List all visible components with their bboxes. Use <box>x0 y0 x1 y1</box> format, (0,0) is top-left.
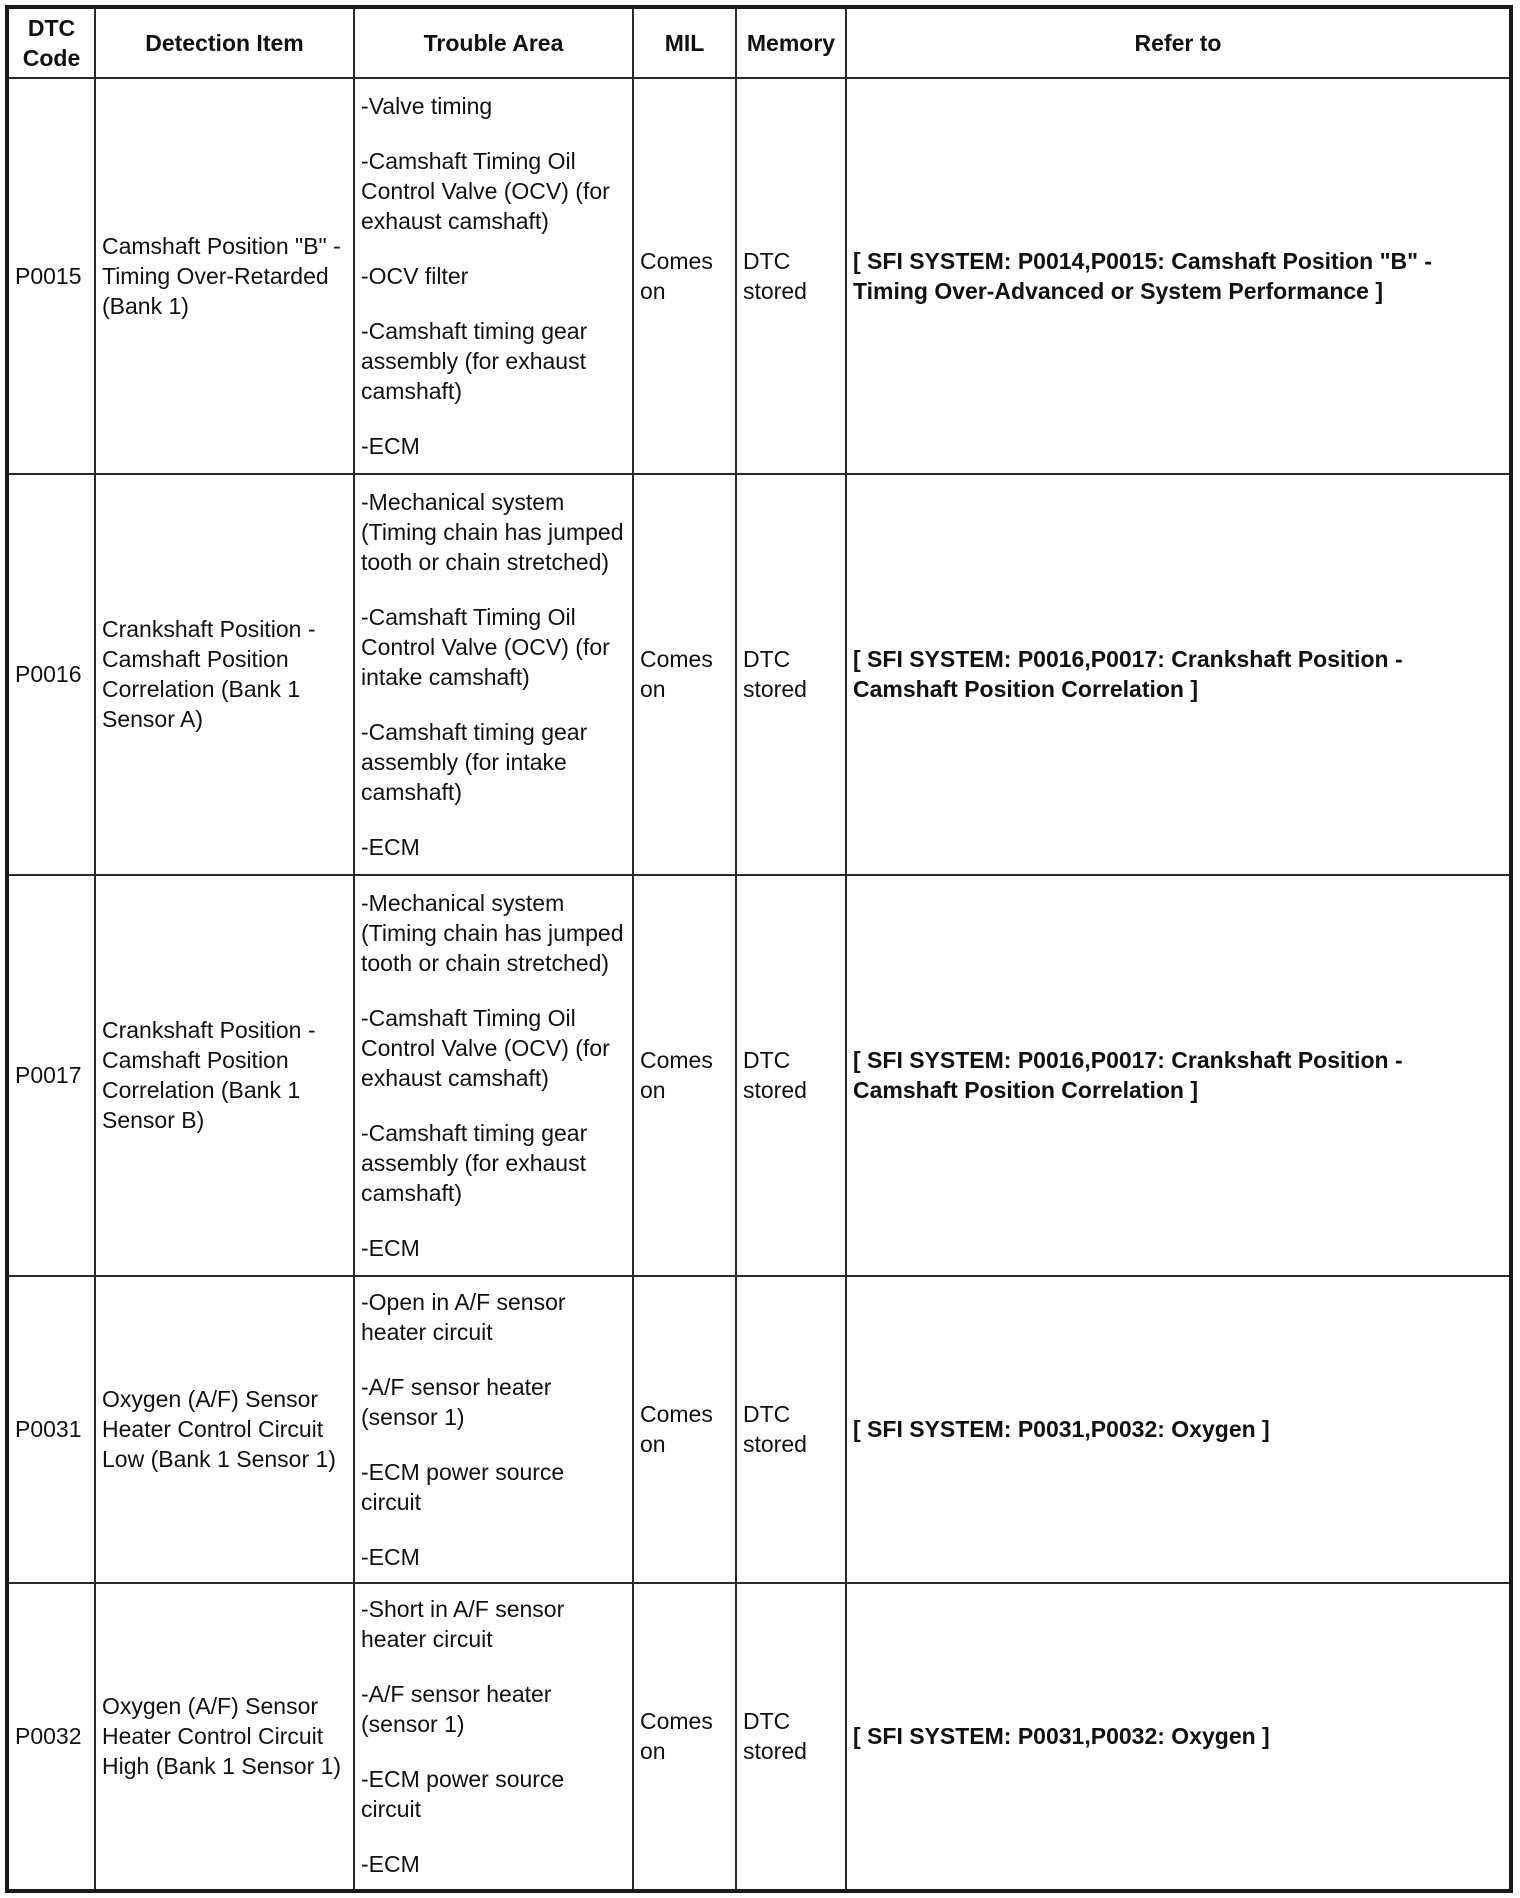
trouble-area-item: -A/F sensor heater (sensor 1) <box>361 1680 552 1737</box>
detection-item-cell: Crankshaft Position - Camshaft Position Correlation (Bank 1 Sensor B) <box>95 875 354 1276</box>
dtc-code-cell: P0016 <box>7 474 95 875</box>
trouble-area-item: -Camshaft Timing Oil Control Valve (OCV) (for exhaust camshaft) <box>361 1004 610 1091</box>
header-mil: MIL <box>633 7 736 78</box>
refer-to-link[interactable]: [ SFI SYSTEM: P0031,P0032: Oxygen ] <box>853 1416 1270 1443</box>
header-refer-to: Refer to <box>846 7 1511 78</box>
trouble-area-item: -Mechanical system (Timing chain has jumped tooth or chain stretched) <box>361 488 624 575</box>
refer-to-cell[interactable] <box>846 1583 1511 1891</box>
refer-to-link[interactable]: [ SFI SYSTEM: P0031,P0032: Oxygen ] <box>853 1723 1270 1750</box>
refer-to-link[interactable]: [ SFI SYSTEM: P0016,P0017: Crankshaft Position - Camshaft Position Correlation ] <box>853 1047 1403 1104</box>
detection-item-cell: Oxygen (A/F) Sensor Heater Control Circuit Low (Bank 1 Sensor 1) <box>95 1276 354 1583</box>
trouble-area-item: -A/F sensor heater (sensor 1) <box>361 1373 552 1430</box>
memory-cell: DTC stored <box>736 1276 846 1583</box>
trouble-area-item: -Camshaft timing gear assembly (for exhaust camshaft) <box>361 317 588 404</box>
trouble-area-list <box>361 1594 626 1879</box>
memory-cell: DTC stored <box>736 78 846 474</box>
dtc-code-cell: P0015 <box>7 78 95 474</box>
trouble-area-item: -Open in A/F sensor heater circuit <box>361 1288 566 1345</box>
trouble-area-cell <box>354 474 633 875</box>
table-row <box>7 474 1511 875</box>
trouble-area-list <box>361 487 626 862</box>
memory-cell: DTC stored <box>736 1583 846 1891</box>
trouble-area-item: -Camshaft timing gear assembly (for exhaust camshaft) <box>361 1119 588 1206</box>
mil-cell: Comes on <box>633 78 736 474</box>
table-row <box>7 1583 1511 1891</box>
table-body <box>7 78 1511 1891</box>
table-row <box>7 875 1511 1276</box>
memory-cell: DTC stored <box>736 474 846 875</box>
refer-to-link[interactable]: [ SFI SYSTEM: P0014,P0015: Camshaft Position "B" - Timing Over-Advanced or System Performance ] <box>853 247 1433 304</box>
mil-cell: Comes on <box>633 474 736 875</box>
trouble-area-item: -OCV filter <box>361 262 469 289</box>
table-header <box>7 7 1511 78</box>
trouble-area-list <box>361 888 626 1263</box>
trouble-area-cell <box>354 78 633 474</box>
refer-to-cell[interactable] <box>846 1276 1511 1583</box>
mil-cell: Comes on <box>633 875 736 1276</box>
refer-to-cell[interactable] <box>846 875 1511 1276</box>
table-row <box>7 78 1511 474</box>
mil-cell: Comes on <box>633 1583 736 1891</box>
trouble-area-cell <box>354 1583 633 1891</box>
trouble-area-list <box>361 91 626 461</box>
trouble-area-item: -Short in A/F sensor heater circuit <box>361 1595 565 1652</box>
refer-to-cell[interactable] <box>846 474 1511 875</box>
trouble-area-item: -ECM power source circuit <box>361 1765 565 1822</box>
header-row <box>7 7 1511 78</box>
mil-cell: Comes on <box>633 1276 736 1583</box>
header-dtc-code: DTC Code <box>7 7 95 78</box>
detection-item-cell: Camshaft Position "B" - Timing Over-Retarded (Bank 1) <box>95 78 354 474</box>
trouble-area-item: -ECM <box>361 1234 420 1261</box>
trouble-area-item: -Camshaft Timing Oil Control Valve (OCV) (for intake camshaft) <box>361 603 610 690</box>
header-trouble-area: Trouble Area <box>354 7 633 78</box>
detection-item-cell: Oxygen (A/F) Sensor Heater Control Circuit High (Bank 1 Sensor 1) <box>95 1583 354 1891</box>
trouble-area-list <box>361 1287 626 1572</box>
dtc-code-cell: P0031 <box>7 1276 95 1583</box>
dtc-code-cell: P0032 <box>7 1583 95 1891</box>
header-detection-item: Detection Item <box>95 7 354 78</box>
table-row <box>7 1276 1511 1583</box>
refer-to-cell[interactable] <box>846 78 1511 474</box>
dtc-code-cell: P0017 <box>7 875 95 1276</box>
trouble-area-item: -ECM <box>361 1543 420 1570</box>
trouble-area-item: -ECM power source circuit <box>361 1458 565 1515</box>
trouble-area-item: -Mechanical system (Timing chain has jumped tooth or chain stretched) <box>361 889 624 976</box>
refer-to-link[interactable]: [ SFI SYSTEM: P0016,P0017: Crankshaft Position - Camshaft Position Correlation ] <box>853 646 1403 703</box>
trouble-area-cell <box>354 1276 633 1583</box>
trouble-area-item: -Valve timing <box>361 92 493 119</box>
trouble-area-item: -ECM <box>361 1850 420 1877</box>
trouble-area-item: -ECM <box>361 833 420 860</box>
trouble-area-item: -ECM <box>361 432 420 459</box>
header-memory: Memory <box>736 7 846 78</box>
trouble-area-item: -Camshaft timing gear assembly (for intake camshaft) <box>361 718 588 805</box>
trouble-area-cell <box>354 875 633 1276</box>
dtc-table <box>5 5 1513 1893</box>
detection-item-cell: Crankshaft Position - Camshaft Position Correlation (Bank 1 Sensor A) <box>95 474 354 875</box>
memory-cell: DTC stored <box>736 875 846 1276</box>
trouble-area-item: -Camshaft Timing Oil Control Valve (OCV) (for exhaust camshaft) <box>361 147 610 234</box>
